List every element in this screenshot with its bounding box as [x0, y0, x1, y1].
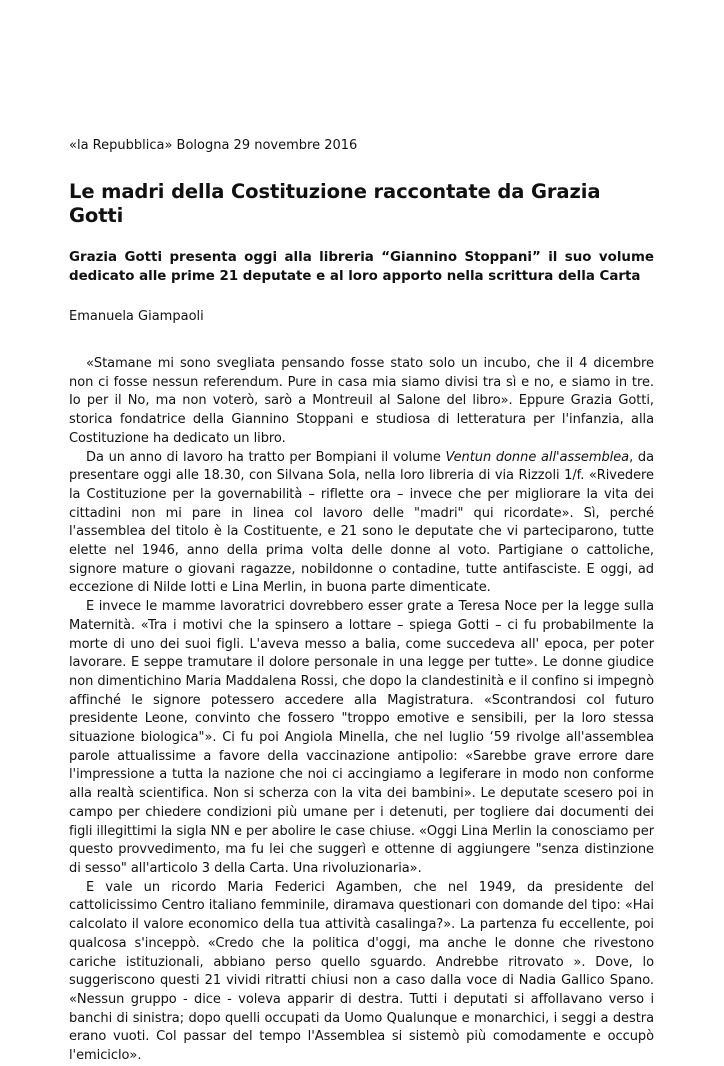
- article-title: Le madri della Costituzione raccontate da Grazia Gotti: [69, 180, 601, 227]
- article-author: Emanuela Giampaoli: [69, 309, 204, 324]
- article-body: [69, 355, 654, 1066]
- paragraph-2: [69, 449, 654, 599]
- paragraph-2-text-end: , da presentare oggi alle 18.30, con Silvana Sola, nella loro libreria di via Rizzoli 1/f. «Rivedere la Costituzione per la governabilità – riflette ora – invece che per migliorare la vita dei cittadini non mi pare in linea col lavoro delle "madri" qui ricordate». Sì, perché l'assemblea del titolo è la Costituente, e 21 sono le deputate che vi parteciparono, tutte elette nel 1946, anno della prima volta delle donne al voto. Partigiane o cattoliche, signore mature o giovani ragazze, nobildonne o contadine, tutte antifasciste. E oggi, ad eccezione di Nilde Iotti e Lina Merlin, in buona parte dimenticate.: [69, 449, 654, 596]
- source-line: «la Repubblica» Bologna 29 novembre 2016: [69, 138, 358, 153]
- paragraph-2-text-start: Da un anno di lavoro ha tratto per Bompiani il volume: [86, 449, 446, 465]
- book-title: Ventun donne all'assemblea: [445, 449, 630, 465]
- paragraph-3: E invece le mamme lavoratrici dovrebbero esser grate a Teresa Noce per la legge sulla Maternità. «Tra i motivi che la spinsero a lottare – spiega Gotti – ci fu probabilmente la morte di uno dei suoi figli. L'aveva messo a balia, come succedeva all' epoca, per poter lavorare. E seppe tramutare il dolore personale in una legge per tutte». Le donne giudice non dimentichino Maria Maddalena Rossi, che dopo la clandestinità e il confino si impegnò affinché le signore potessero accedere alla Magistratura. «Scontrandosi col futuro presidente Leone, convinto che fossero "troppo emotive e sensibili, per la loro stessa situazione biologica"». Ci fu poi Angiola Minella, che nel luglio ‘59 rivolge all'assemblea parole attualissime a favore della vaccinazione antipolio: «Sarebbe grave errore dare l'impressione a tutta la nazione che noi ci accingiamo a legiferare in modo non conforme alla realtà scientifica. Non si scherza con la vita dei bambini». Le deputate scesero poi in campo per chiedere condizioni più umane per i detenuti, per togliere dai documenti dei figli illegittimi la sigla NN e per abolire le case chiuse. «Oggi Lina Merlin la conosciamo per questo provvedimento, ma fu lei che suggerì e ottenne di aggiungere "senza distinzione di sesso" all'articolo 3 della Carta. Una rivoluzionaria».: [69, 599, 654, 876]
- paragraph-1: «Stamane mi sono svegliata pensando fosse stato solo un incubo, che il 4 dicembre non ci fosse nessun referendum. Pure in casa mia siamo divisi tra sì e no, e siamo in tre. Io per il No, ma non voterò, sarò a Montreuil al Salone del libro». Eppure Grazia Gotti, storica fondatrice della Giannino Stoppani e studiosa di letteratura per l'infanzia, alla Costituzione ha dedicato un libro.: [69, 356, 654, 446]
- paragraph-4: E vale un ricordo Maria Federici Agamben, che nel 1949, da presidente del cattolicissimo Centro italiano femminile, diramava questionari con domande del tipo: «Hai calcolato il valore economico della tua attività casalinga?». La partenza fu eccellente, poi qualcosa s'inceppò. «Credo che la politica d'oggi, ma anche le donne che rivestono cariche istituzionali, abbiano perso quello sguardo. Andrebbe ritrovato ». Dove, lo suggeriscono questi 21 vividi ritratti chiusi non a caso dalla voce di Nadia Gallico Spano. «Nessun gruppo - dice - voleva apparir di destra. Tutti i deputati si affollavano verso i banchi di sinistra; dopo quelli occupati da Uomo Qualunque e monarchici, i seggi a destra erano vuoti. Col passar del tempo l'Assemblea si sistemò più comodamente e occupò l'emiciclo».: [69, 879, 654, 1064]
- article-subtitle: Grazia Gotti presenta oggi alla libreria “Giannino Stoppani” il suo volume dedicato alle prime 21 deputate e al loro apporto nella scrittura della Carta: [69, 250, 654, 284]
